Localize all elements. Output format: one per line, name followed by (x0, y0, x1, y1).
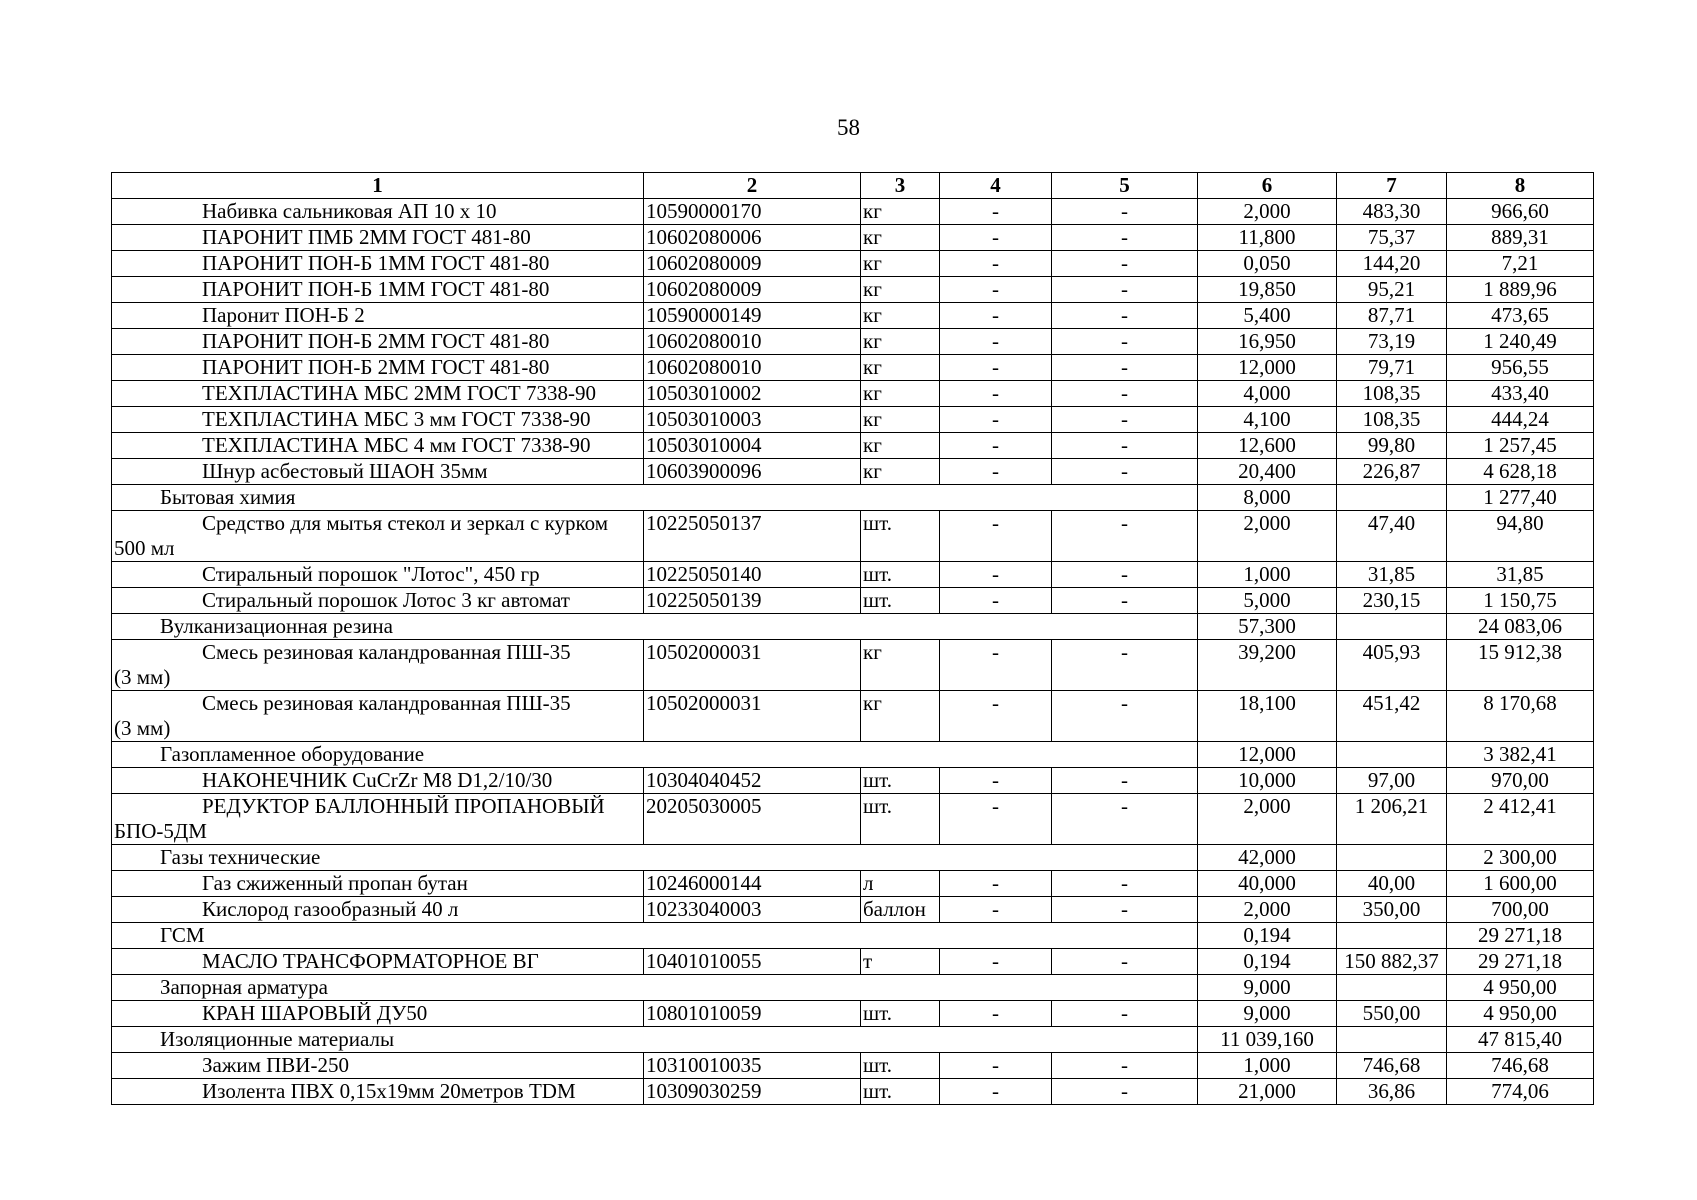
item-unit: шт. (861, 588, 940, 614)
group-sum: 24 083,06 (1447, 614, 1594, 640)
item-name: ПАРОНИТ ПОН-Б 2ММ ГОСТ 481-80 (202, 329, 550, 353)
group-sum: 3 382,41 (1447, 742, 1594, 768)
item-price: 36,86 (1337, 1079, 1447, 1105)
group-row (112, 923, 1594, 949)
table-row (112, 562, 1594, 588)
group-name: ГСМ (160, 923, 205, 947)
table-row (112, 871, 1594, 897)
item-price: 150 882,37 (1337, 949, 1447, 975)
item-name: Стиральный порошок "Лотос", 450 гр (202, 562, 540, 586)
item-col4: - (940, 355, 1052, 381)
item-price: 79,71 (1337, 355, 1447, 381)
item-sum: 746,68 (1447, 1053, 1594, 1079)
group-qty: 0,194 (1198, 923, 1337, 949)
item-col5: - (1052, 794, 1198, 845)
item-unit: кг (861, 225, 940, 251)
item-name: НАКОНЕЧНИК CuCrZr M8 D1,2/10/30 (202, 768, 553, 792)
item-price: 99,80 (1337, 433, 1447, 459)
table-row (112, 433, 1594, 459)
item-qty: 2,000 (1198, 511, 1337, 562)
item-code: 10602080009 (644, 277, 861, 303)
item-name-cell (112, 588, 644, 614)
item-col5: - (1052, 562, 1198, 588)
item-price: 31,85 (1337, 562, 1447, 588)
item-name: Шнур асбестовый ШАОН 35мм (202, 459, 488, 483)
item-sum: 1 600,00 (1447, 871, 1594, 897)
item-col5: - (1052, 277, 1198, 303)
item-unit: кг (861, 433, 940, 459)
item-code: 10225050139 (644, 588, 861, 614)
item-col5: - (1052, 949, 1198, 975)
group-price (1337, 1027, 1447, 1053)
item-name-cell (112, 277, 644, 303)
item-sum: 94,80 (1447, 511, 1594, 562)
column-header-8: 8 (1447, 173, 1594, 199)
item-qty: 40,000 (1198, 871, 1337, 897)
item-qty: 4,000 (1198, 381, 1337, 407)
item-unit: шт. (861, 794, 940, 845)
table-row (112, 794, 1594, 845)
item-name-cell (112, 1001, 644, 1027)
group-name: Бытовая химия (160, 485, 296, 509)
item-name: Зажим ПВИ-250 (202, 1053, 349, 1077)
item-sum: 15 912,38 (1447, 640, 1594, 691)
table-row (112, 640, 1594, 691)
item-price: 230,15 (1337, 588, 1447, 614)
item-sum: 2 412,41 (1447, 794, 1594, 845)
group-price (1337, 614, 1447, 640)
item-unit: кг (861, 459, 940, 485)
group-name-cell (112, 975, 1198, 1001)
item-code: 10502000031 (644, 691, 861, 742)
item-code: 10590000149 (644, 303, 861, 329)
item-name: МАСЛО ТРАНСФОРМАТОРНОЕ ВГ (202, 949, 539, 973)
item-code: 10304040452 (644, 768, 861, 794)
group-name-cell (112, 845, 1198, 871)
column-header-3: 3 (861, 173, 940, 199)
item-col4: - (940, 871, 1052, 897)
item-code: 10503010002 (644, 381, 861, 407)
item-name-cell (112, 897, 644, 923)
item-name-continuation: (3 мм) (114, 716, 171, 740)
item-name-cell (112, 691, 644, 742)
item-price: 226,87 (1337, 459, 1447, 485)
item-sum: 970,00 (1447, 768, 1594, 794)
item-sum: 1 257,45 (1447, 433, 1594, 459)
group-qty: 57,300 (1198, 614, 1337, 640)
item-name: Газ сжиженный пропан бутан (202, 871, 468, 895)
item-name-cell (112, 225, 644, 251)
item-name: КРАН ШАРОВЫЙ ДУ50 (202, 1001, 428, 1025)
item-price: 1 206,21 (1337, 794, 1447, 845)
item-col4: - (940, 407, 1052, 433)
group-sum: 47 815,40 (1447, 1027, 1594, 1053)
item-col5: - (1052, 640, 1198, 691)
item-name: Смесь резиновая каландрованная ПШ-35 (202, 691, 571, 715)
item-qty: 39,200 (1198, 640, 1337, 691)
item-name: Средство для мытья стекол и зеркал с курком (202, 511, 609, 535)
item-col4: - (940, 433, 1052, 459)
item-col4: - (940, 1001, 1052, 1027)
item-col5: - (1052, 511, 1198, 562)
item-col5: - (1052, 329, 1198, 355)
group-sum: 1 277,40 (1447, 485, 1594, 511)
group-name: Газопламенное оборудование (160, 742, 425, 766)
item-sum: 700,00 (1447, 897, 1594, 923)
item-unit: т (861, 949, 940, 975)
item-col5: - (1052, 225, 1198, 251)
group-row (112, 845, 1594, 871)
item-col5: - (1052, 381, 1198, 407)
table-row (112, 1079, 1594, 1105)
table-row (112, 225, 1594, 251)
item-name-cell (112, 768, 644, 794)
item-unit: кг (861, 691, 940, 742)
item-price: 550,00 (1337, 1001, 1447, 1027)
group-qty: 12,000 (1198, 742, 1337, 768)
group-row (112, 1027, 1594, 1053)
item-code: 10503010003 (644, 407, 861, 433)
item-name: ТЕХПЛАСТИНА МБС 4 мм ГОСТ 7338-90 (202, 433, 591, 457)
item-qty: 11,800 (1198, 225, 1337, 251)
item-qty: 19,850 (1198, 277, 1337, 303)
item-col4: - (940, 277, 1052, 303)
item-sum: 774,06 (1447, 1079, 1594, 1105)
item-name-cell (112, 511, 644, 562)
item-qty: 12,600 (1198, 433, 1337, 459)
item-col4: - (940, 562, 1052, 588)
column-header-4: 4 (940, 173, 1052, 199)
item-unit: кг (861, 303, 940, 329)
item-sum: 4 950,00 (1447, 1001, 1594, 1027)
group-qty: 11 039,160 (1198, 1027, 1337, 1053)
item-col4: - (940, 251, 1052, 277)
item-qty: 0,194 (1198, 949, 1337, 975)
table-row (112, 199, 1594, 225)
table-row (112, 1001, 1594, 1027)
item-col4: - (940, 1079, 1052, 1105)
table-row (112, 1053, 1594, 1079)
item-price: 108,35 (1337, 407, 1447, 433)
header-row (112, 173, 1594, 199)
item-col4: - (940, 459, 1052, 485)
item-col5: - (1052, 871, 1198, 897)
item-col4: - (940, 199, 1052, 225)
item-unit: баллон (861, 897, 940, 923)
item-col5: - (1052, 768, 1198, 794)
item-code: 10602080010 (644, 329, 861, 355)
group-sum: 2 300,00 (1447, 845, 1594, 871)
item-price: 40,00 (1337, 871, 1447, 897)
item-code: 10801010059 (644, 1001, 861, 1027)
item-price: 405,93 (1337, 640, 1447, 691)
table-row (112, 897, 1594, 923)
item-col5: - (1052, 407, 1198, 433)
item-qty: 0,050 (1198, 251, 1337, 277)
item-col4: - (940, 588, 1052, 614)
item-col4: - (940, 897, 1052, 923)
item-name-cell (112, 459, 644, 485)
table-row (112, 381, 1594, 407)
item-unit: кг (861, 329, 940, 355)
table-row (112, 355, 1594, 381)
item-code: 10603900096 (644, 459, 861, 485)
item-code: 10502000031 (644, 640, 861, 691)
item-col4: - (940, 768, 1052, 794)
item-name-cell (112, 407, 644, 433)
item-code: 10503010004 (644, 433, 861, 459)
item-col4: - (940, 1053, 1052, 1079)
item-sum: 31,85 (1447, 562, 1594, 588)
item-price: 746,68 (1337, 1053, 1447, 1079)
materials-table (111, 172, 1594, 1105)
item-unit: шт. (861, 562, 940, 588)
group-sum: 4 950,00 (1447, 975, 1594, 1001)
group-name-cell (112, 1027, 1198, 1053)
item-name: РЕДУКТОР БАЛЛОННЫЙ ПРОПАНОВЫЙ (202, 794, 605, 818)
page-number: 58 (837, 115, 860, 140)
item-name-continuation: БПО-5ДМ (114, 819, 207, 843)
item-sum: 1 889,96 (1447, 277, 1594, 303)
item-col4: - (940, 329, 1052, 355)
item-unit: шт. (861, 1079, 940, 1105)
item-name-cell (112, 303, 644, 329)
item-code: 10401010055 (644, 949, 861, 975)
item-name-continuation: 500 мл (114, 536, 175, 560)
item-name-cell (112, 1079, 644, 1105)
item-col5: - (1052, 355, 1198, 381)
group-qty: 8,000 (1198, 485, 1337, 511)
item-sum: 889,31 (1447, 225, 1594, 251)
item-sum: 444,24 (1447, 407, 1594, 433)
group-name-cell (112, 923, 1198, 949)
column-header-7: 7 (1337, 173, 1447, 199)
item-name: ПАРОНИТ ПОН-Б 1ММ ГОСТ 481-80 (202, 251, 550, 275)
group-price (1337, 742, 1447, 768)
item-price: 73,19 (1337, 329, 1447, 355)
item-col5: - (1052, 199, 1198, 225)
item-name: ПАРОНИТ ПОН-Б 1ММ ГОСТ 481-80 (202, 277, 550, 301)
group-row (112, 614, 1594, 640)
item-price: 97,00 (1337, 768, 1447, 794)
item-unit: кг (861, 640, 940, 691)
item-col4: - (940, 511, 1052, 562)
item-code: 10310010035 (644, 1053, 861, 1079)
item-qty: 20,400 (1198, 459, 1337, 485)
item-price: 95,21 (1337, 277, 1447, 303)
table-row (112, 329, 1594, 355)
group-name-cell (112, 742, 1198, 768)
item-col5: - (1052, 691, 1198, 742)
item-unit: кг (861, 251, 940, 277)
item-qty: 18,100 (1198, 691, 1337, 742)
item-col5: - (1052, 251, 1198, 277)
item-code: 20205030005 (644, 794, 861, 845)
item-col4: - (940, 303, 1052, 329)
item-sum: 433,40 (1447, 381, 1594, 407)
column-header-6: 6 (1198, 173, 1337, 199)
group-sum: 29 271,18 (1447, 923, 1594, 949)
group-row (112, 742, 1594, 768)
item-price: 87,71 (1337, 303, 1447, 329)
item-name: Смесь резиновая каландрованная ПШ-35 (202, 640, 571, 664)
item-name-cell (112, 1053, 644, 1079)
item-unit: кг (861, 277, 940, 303)
item-qty: 1,000 (1198, 1053, 1337, 1079)
item-name: Паронит ПОН-Б 2 (202, 303, 365, 327)
item-name: ТЕХПЛАСТИНА МБС 3 мм ГОСТ 7338-90 (202, 407, 591, 431)
item-sum: 29 271,18 (1447, 949, 1594, 975)
group-name-cell (112, 485, 1198, 511)
item-col5: - (1052, 1001, 1198, 1027)
item-unit: шт. (861, 768, 940, 794)
group-name-cell (112, 614, 1198, 640)
item-name: Набивка сальниковая АП 10 х 10 (202, 199, 497, 223)
item-col4: - (940, 794, 1052, 845)
item-qty: 1,000 (1198, 562, 1337, 588)
item-name-cell (112, 871, 644, 897)
item-name-continuation: (3 мм) (114, 665, 171, 689)
item-name-cell (112, 199, 644, 225)
item-qty: 2,000 (1198, 897, 1337, 923)
item-name: Кислород газообразный 40 л (202, 897, 459, 921)
item-sum: 8 170,68 (1447, 691, 1594, 742)
item-price: 451,42 (1337, 691, 1447, 742)
group-price (1337, 923, 1447, 949)
item-price: 75,37 (1337, 225, 1447, 251)
item-code: 10602080006 (644, 225, 861, 251)
item-name-cell (112, 433, 644, 459)
table-body (112, 173, 1594, 1105)
group-qty: 42,000 (1198, 845, 1337, 871)
item-name-cell (112, 794, 644, 845)
group-name: Изоляционные материалы (160, 1027, 395, 1051)
item-name-cell (112, 355, 644, 381)
item-unit: шт. (861, 1001, 940, 1027)
column-header-1: 1 (112, 173, 644, 199)
item-qty: 10,000 (1198, 768, 1337, 794)
table-row (112, 511, 1594, 562)
group-name: Запорная арматура (160, 975, 328, 999)
item-code: 10590000170 (644, 199, 861, 225)
item-sum: 1 240,49 (1447, 329, 1594, 355)
item-qty: 2,000 (1198, 794, 1337, 845)
table-row (112, 768, 1594, 794)
item-code: 10602080010 (644, 355, 861, 381)
table-row (112, 277, 1594, 303)
item-name: ПАРОНИТ ПМБ 2ММ ГОСТ 481-80 (202, 225, 531, 249)
table-row (112, 949, 1594, 975)
item-price: 483,30 (1337, 199, 1447, 225)
table-row (112, 459, 1594, 485)
item-sum: 1 150,75 (1447, 588, 1594, 614)
item-sum: 956,55 (1447, 355, 1594, 381)
item-col5: - (1052, 459, 1198, 485)
item-name-cell (112, 562, 644, 588)
item-col4: - (940, 381, 1052, 407)
group-name: Газы технические (160, 845, 321, 869)
item-name-cell (112, 949, 644, 975)
item-sum: 473,65 (1447, 303, 1594, 329)
item-code: 10225050137 (644, 511, 861, 562)
item-name-cell (112, 640, 644, 691)
item-name-cell (112, 251, 644, 277)
item-sum: 966,60 (1447, 199, 1594, 225)
group-row (112, 485, 1594, 511)
item-unit: кг (861, 381, 940, 407)
item-price: 108,35 (1337, 381, 1447, 407)
column-header-5: 5 (1052, 173, 1198, 199)
item-col5: - (1052, 897, 1198, 923)
table-row (112, 251, 1594, 277)
item-name: Изолента ПВХ 0,15х19мм 20метров TDM (202, 1079, 576, 1103)
item-col4: - (940, 691, 1052, 742)
item-qty: 5,000 (1198, 588, 1337, 614)
item-qty: 16,950 (1198, 329, 1337, 355)
table-row (112, 303, 1594, 329)
table-row (112, 588, 1594, 614)
table-row (112, 407, 1594, 433)
group-row (112, 975, 1594, 1001)
item-name: ТЕХПЛАСТИНА МБС 2ММ ГОСТ 7338-90 (202, 381, 596, 405)
item-code: 10246000144 (644, 871, 861, 897)
item-col4: - (940, 225, 1052, 251)
item-code: 10233040003 (644, 897, 861, 923)
item-code: 10309030259 (644, 1079, 861, 1105)
item-sum: 7,21 (1447, 251, 1594, 277)
item-unit: кг (861, 355, 940, 381)
item-col5: - (1052, 1079, 1198, 1105)
item-unit: шт. (861, 1053, 940, 1079)
item-name-cell (112, 329, 644, 355)
item-qty: 5,400 (1198, 303, 1337, 329)
item-name-cell (112, 381, 644, 407)
item-col4: - (940, 640, 1052, 691)
item-price: 144,20 (1337, 251, 1447, 277)
item-price: 350,00 (1337, 897, 1447, 923)
item-unit: л (861, 871, 940, 897)
group-name: Вулканизационная резина (160, 614, 393, 638)
item-col5: - (1052, 588, 1198, 614)
item-qty: 9,000 (1198, 1001, 1337, 1027)
item-qty: 4,100 (1198, 407, 1337, 433)
item-qty: 12,000 (1198, 355, 1337, 381)
item-code: 10602080009 (644, 251, 861, 277)
item-price: 47,40 (1337, 511, 1447, 562)
item-col5: - (1052, 303, 1198, 329)
item-col5: - (1052, 433, 1198, 459)
item-name: ПАРОНИТ ПОН-Б 2ММ ГОСТ 481-80 (202, 355, 550, 379)
item-unit: кг (861, 407, 940, 433)
column-header-2: 2 (644, 173, 861, 199)
item-qty: 2,000 (1198, 199, 1337, 225)
item-sum: 4 628,18 (1447, 459, 1594, 485)
group-price (1337, 845, 1447, 871)
group-price (1337, 975, 1447, 1001)
group-qty: 9,000 (1198, 975, 1337, 1001)
item-name: Стиральный порошок Лотос 3 кг автомат (202, 588, 570, 612)
item-col5: - (1052, 1053, 1198, 1079)
item-col4: - (940, 949, 1052, 975)
table-row (112, 691, 1594, 742)
item-qty: 21,000 (1198, 1079, 1337, 1105)
item-code: 10225050140 (644, 562, 861, 588)
item-unit: кг (861, 199, 940, 225)
item-unit: шт. (861, 511, 940, 562)
group-price (1337, 485, 1447, 511)
